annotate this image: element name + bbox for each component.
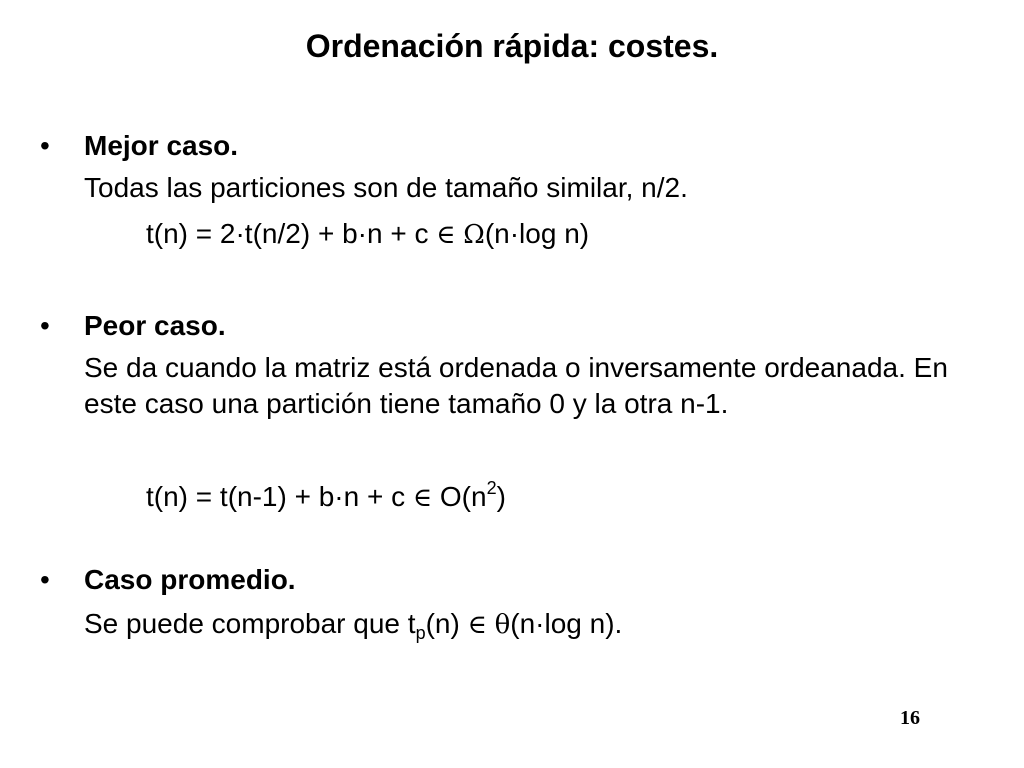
average-case-text-post: (n·log n). [510, 608, 623, 639]
worst-case-formula [146, 470, 506, 516]
omega-symbol: Ω [463, 220, 485, 250]
theta-symbol: θ [494, 610, 511, 640]
bullet-best-case: • [40, 130, 50, 161]
best-case-heading: Mejor caso. [84, 130, 239, 161]
worst-case-heading: Peor caso. [84, 310, 226, 341]
average-case-text-mid: (n) [425, 608, 468, 639]
average-case-subscript: p [415, 623, 426, 643]
best-case-formula [146, 216, 589, 253]
bullet-average-case: • [40, 564, 50, 595]
bullet-worst-case: • [40, 310, 50, 341]
worst-case-description: Se da cuando la matriz está ordenada o inversamente ordeanada. En este caso una partición tiene tamaño 0 y la otra n-1. [84, 352, 948, 419]
worst-case-exponent: 2 [486, 478, 497, 498]
best-case-description: Todas las particiones son de tamaño similar, n/2. [84, 172, 688, 203]
worst-case-formula-rhs-post: ) [496, 481, 506, 512]
element-of-symbol: ∈ [412, 483, 433, 513]
worst-case-formula-rhs-pre: O(n [432, 481, 487, 512]
worst-case-formula-lhs: t(n) = t(n-1) + b·n + c [146, 481, 413, 512]
best-case-formula-rhs: (n·log n) [484, 218, 590, 249]
element-of-symbol: ∈ [436, 220, 456, 250]
element-of-symbol: ∈ [467, 610, 487, 640]
best-case-formula-lhs: t(n) = 2·t(n/2) + b·n + c [146, 218, 437, 249]
average-case-description [84, 606, 622, 651]
slide-title: Ordenación rápida: costes. [305, 28, 719, 64]
average-case-text-pre: Se puede comprobar que t [84, 608, 416, 639]
average-case-heading: Caso promedio. [84, 564, 296, 595]
page-number: 16 [900, 707, 920, 729]
